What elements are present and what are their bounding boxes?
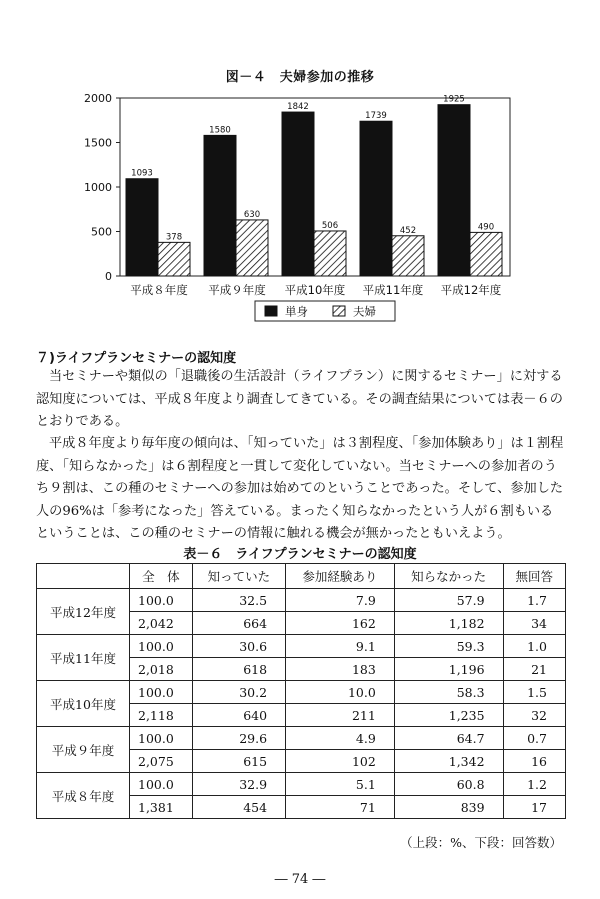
count-cell: 34 xyxy=(503,612,565,635)
count-cell: 162 xyxy=(286,612,395,635)
page-number: ― 74 ― xyxy=(274,872,326,887)
percent-cell: 58.3 xyxy=(394,681,503,704)
count-cell: 2,118 xyxy=(130,704,193,727)
bar-data-label: 630 xyxy=(243,209,261,220)
bar-single xyxy=(126,179,158,276)
percent-cell: 100.0 xyxy=(130,681,193,704)
bar-single xyxy=(204,135,236,276)
percent-cell: 32.5 xyxy=(192,589,285,612)
percent-cell: 9.1 xyxy=(286,635,395,658)
count-cell: 1,235 xyxy=(394,704,503,727)
count-cell: 16 xyxy=(503,750,565,773)
table-title: 表－６ ライフプランセミナーの認知度 xyxy=(183,547,417,562)
percent-cell: 60.8 xyxy=(394,773,503,796)
x-tick-label: 平成12年度 xyxy=(440,283,502,297)
count-cell: 615 xyxy=(192,750,285,773)
percent-cell: 30.2 xyxy=(192,681,285,704)
count-cell: 71 xyxy=(286,796,395,819)
row-year-label: 平成10年度 xyxy=(37,681,130,727)
percent-cell: 10.0 xyxy=(286,681,395,704)
bar-data-label: 1842 xyxy=(287,102,309,113)
header-cell: 参加経験あり xyxy=(286,564,395,589)
percent-cell: 30.6 xyxy=(192,635,285,658)
y-tick-label: 500 xyxy=(91,225,112,239)
x-tick-label: 平成９年度 xyxy=(208,283,266,297)
legend-label: 単身 xyxy=(285,304,308,319)
percent-cell: 32.9 xyxy=(192,773,285,796)
header-cell: 全 体 xyxy=(130,564,193,589)
header-cell: 知らなかった xyxy=(394,564,503,589)
percent-cell: 7.9 xyxy=(286,589,395,612)
header-cell: 知っていた xyxy=(192,564,285,589)
count-cell: 1,342 xyxy=(394,750,503,773)
x-tick-label: 平成11年度 xyxy=(362,283,424,297)
count-cell: 664 xyxy=(192,612,285,635)
count-cell: 640 xyxy=(192,704,285,727)
bar-data-label: 1580 xyxy=(209,125,231,136)
x-tick-label: 平成８年度 xyxy=(130,283,188,297)
count-cell: 2,042 xyxy=(130,612,193,635)
bar-couple xyxy=(470,232,502,276)
percent-cell: 0.7 xyxy=(503,727,565,750)
bar-data-label: 1739 xyxy=(365,111,387,122)
percent-cell: 100.0 xyxy=(130,773,193,796)
x-tick-label: 平成10年度 xyxy=(284,283,346,297)
percent-cell: 100.0 xyxy=(130,635,193,658)
table-header-row xyxy=(37,564,566,589)
count-cell: 1,381 xyxy=(130,796,193,819)
percent-cell: 1.0 xyxy=(503,635,565,658)
count-cell: 2,018 xyxy=(130,658,193,681)
count-cell: 102 xyxy=(286,750,395,773)
header-cell: 無回答 xyxy=(503,564,565,589)
bar-single xyxy=(282,112,314,276)
table-row xyxy=(37,635,566,658)
bar-single xyxy=(360,121,392,276)
percent-cell: 1.7 xyxy=(503,589,565,612)
percent-cell: 29.6 xyxy=(192,727,285,750)
figure-title: 図－４ 夫婦参加の推移 xyxy=(225,70,375,85)
row-year-label: 平成８年度 xyxy=(37,773,130,819)
bar-data-label: 378 xyxy=(165,232,183,243)
count-cell: 183 xyxy=(286,658,395,681)
row-year-label: 平成11年度 xyxy=(37,635,130,681)
row-year-label: 平成９年度 xyxy=(37,727,130,773)
bar-couple xyxy=(236,220,268,276)
y-tick-label: 0 xyxy=(105,270,112,283)
bar-data-label: 506 xyxy=(321,220,339,231)
bar-data-label: 1925 xyxy=(443,94,465,105)
table-row xyxy=(37,727,566,750)
percent-cell: 57.9 xyxy=(394,589,503,612)
awareness-table xyxy=(36,563,566,819)
count-cell: 2,075 xyxy=(130,750,193,773)
count-cell: 21 xyxy=(503,658,565,681)
count-cell: 211 xyxy=(286,704,395,727)
legend-swatch xyxy=(265,306,277,316)
percent-cell: 4.9 xyxy=(286,727,395,750)
table-note: （上段：%、下段：回答数） xyxy=(400,835,562,850)
header-cell xyxy=(37,564,130,589)
count-cell: 618 xyxy=(192,658,285,681)
table-row xyxy=(37,681,566,704)
bar-couple xyxy=(392,236,424,276)
percent-cell: 100.0 xyxy=(130,589,193,612)
percent-cell: 64.7 xyxy=(394,727,503,750)
count-cell: 839 xyxy=(394,796,503,819)
percent-cell: 59.3 xyxy=(394,635,503,658)
count-cell: 454 xyxy=(192,796,285,819)
legend-label: 夫婦 xyxy=(353,304,376,319)
paragraph-2: 平成８年度より毎年度の傾向は、「知っていた」は３割程度、「参加体験あり」は１割程度、「知らなかった」は６割程度と一貫して変化していない。当セミナーへの参加者のうち９割は、この種のセミナーへの参加は始めてのということであった。そして、参加した人の96%は「参考になった」答えている。まったく知らなかったという人が６割もいるということは、この種のセミナーの情報に触れる機会が無かったともいえよう。 xyxy=(36,436,564,542)
percent-cell: 1.5 xyxy=(503,681,565,704)
count-cell: 1,196 xyxy=(394,658,503,681)
y-tick-label: 1000 xyxy=(84,181,112,194)
table-row xyxy=(37,589,566,612)
row-year-label: 平成12年度 xyxy=(37,589,130,635)
section-heading: ７)ライフプランセミナーの認知度 xyxy=(36,351,237,366)
bar-chart xyxy=(70,88,520,328)
count-cell: 1,182 xyxy=(394,612,503,635)
bar-couple xyxy=(314,231,346,276)
count-cell: 17 xyxy=(503,796,565,819)
bar-data-label: 1093 xyxy=(131,168,153,179)
table-row xyxy=(37,773,566,796)
percent-cell: 100.0 xyxy=(130,727,193,750)
paragraph-1: 当セミナーや類似の「退職後の生活設計（ライフプラン）に関するセミナー」に対する認知度については、平成８年度より調査してきている。その調査結果については表－６のとおりである。 xyxy=(36,369,563,430)
percent-cell: 1.2 xyxy=(503,773,565,796)
y-tick-label: 2000 xyxy=(84,92,112,105)
y-tick-label: 1500 xyxy=(84,136,112,150)
bar-data-label: 490 xyxy=(477,222,495,233)
bar-couple xyxy=(158,242,190,276)
bar-single xyxy=(438,105,470,276)
percent-cell: 5.1 xyxy=(286,773,395,796)
count-cell: 32 xyxy=(503,704,565,727)
bar-data-label: 452 xyxy=(399,225,417,236)
legend-swatch xyxy=(333,306,345,316)
